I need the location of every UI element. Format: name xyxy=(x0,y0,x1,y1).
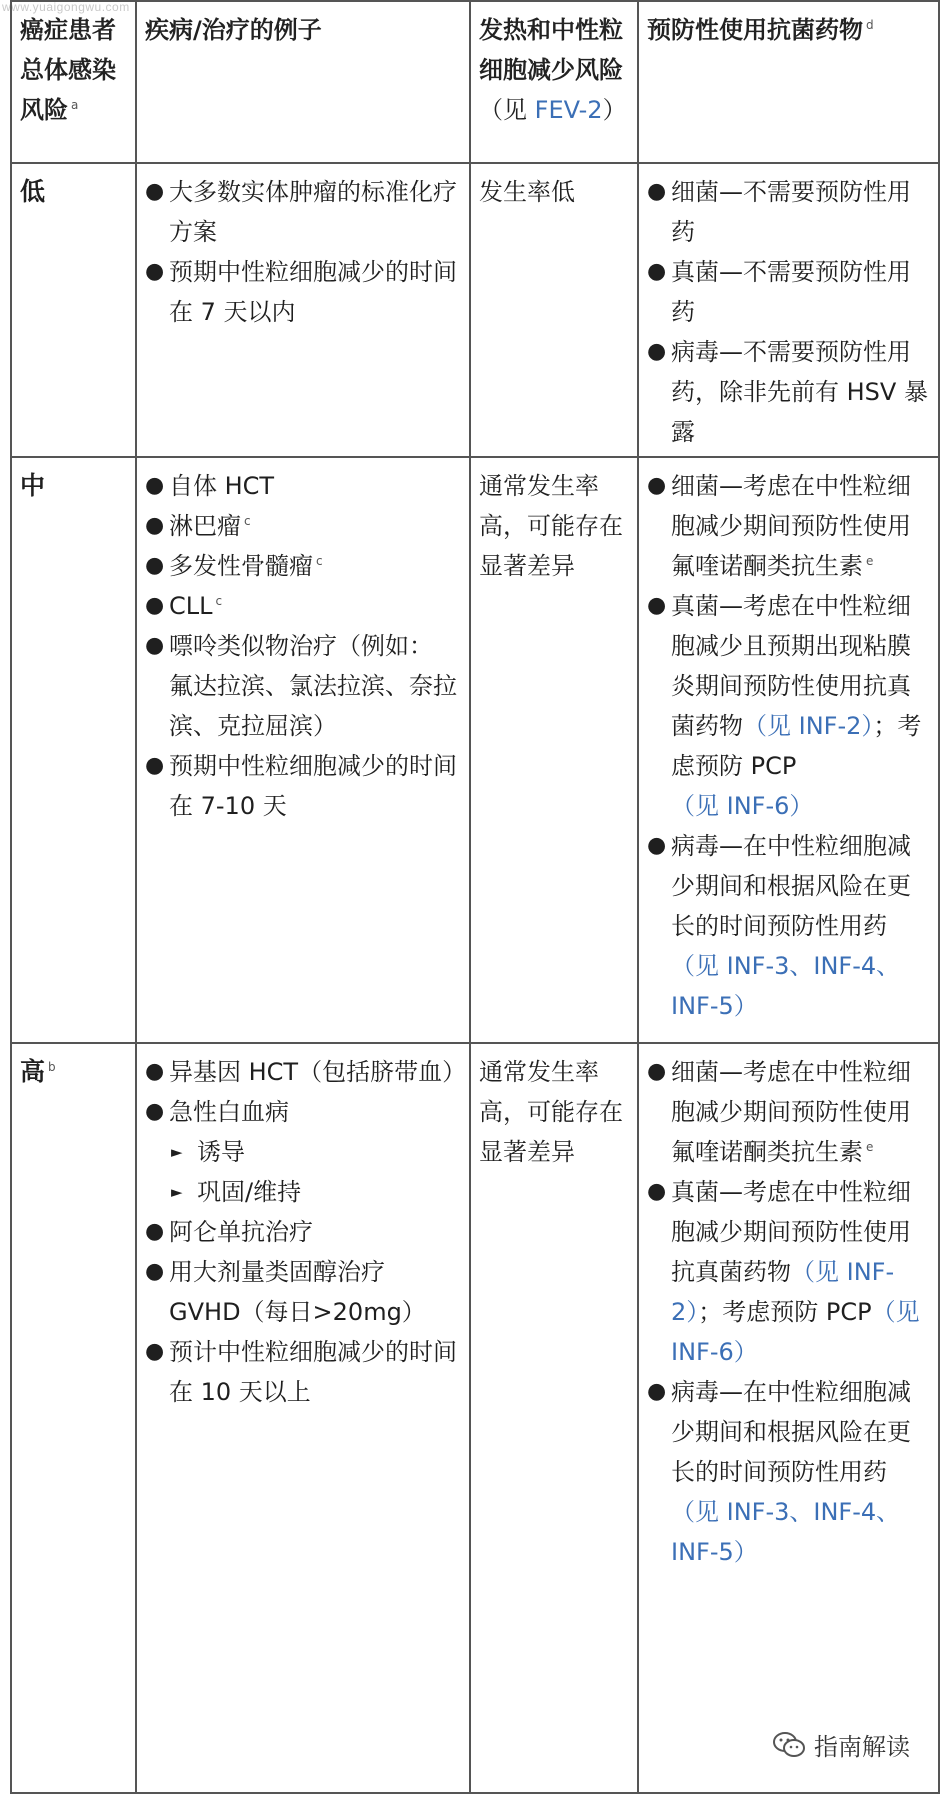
risk-row-medium xyxy=(11,457,939,1043)
list-item: ● 真菌—考虑在中性粒细胞减少且预期出现粘膜炎期间预防性使用抗真菌药物（见 INF-2）；考虑预防 PCP（见 INF-6） xyxy=(647,586,930,826)
list-item: ● 病毒—在中性粒细胞减少期间和根据风险在更长的时间预防性用药（见 INF-3、INF-4、INF-5） xyxy=(647,1372,930,1572)
list-item: ● 多发性骨髓瘤 $^c$ xyxy=(145,546,461,586)
risk-level: 低 xyxy=(11,163,136,457)
risk-row-low xyxy=(11,163,939,457)
header-examples: 疾病/治疗的例子 xyxy=(136,1,470,163)
prophylaxis-cell xyxy=(638,163,939,457)
header-row xyxy=(11,1,939,163)
prophylaxis-cell xyxy=(638,457,939,1043)
inf-2-link[interactable]: （见 INF-2） xyxy=(743,712,874,740)
footnote-mark: b xyxy=(48,1060,56,1074)
list-item: ● 预计中性粒细胞减少的时间在 10 天以上 xyxy=(145,1332,461,1412)
prophylaxis-cell xyxy=(638,1043,939,1793)
list-item: ● 急性白血病 xyxy=(145,1092,461,1132)
fever-risk-cell: 通常发生率高，可能存在显著差异 xyxy=(470,1043,638,1793)
fever-risk-cell: 通常发生率高，可能存在显著差异 xyxy=(470,457,638,1043)
inf-3-5-link[interactable]: （见 INF-3、INF-4、INF-5） xyxy=(671,952,901,1020)
account-name: 指南解读 xyxy=(814,1733,910,1761)
examples-cell xyxy=(136,457,470,1043)
inf-6-link[interactable]: （见 INF-6） xyxy=(671,792,814,820)
list-item: ● 自体 HCT xyxy=(145,466,461,506)
list-item: ● 病毒—在中性粒细胞减少期间和根据风险在更长的时间预防性用药（见 INF-3、INF-4、INF-5） xyxy=(647,826,930,1026)
inf-3-5-link[interactable]: （见 INF-3、INF-4、INF-5） xyxy=(671,1498,901,1566)
inf-2-link[interactable]: （见 INF-2） xyxy=(671,1258,895,1326)
footnote-mark: c xyxy=(244,514,251,528)
list-item: ● 细菌—不需要预防性用药 xyxy=(647,172,930,252)
list-item: ● 阿仑单抗治疗 xyxy=(145,1212,461,1252)
list-item: ● 嘌呤类似物治疗（例如： xyxy=(145,626,461,666)
risk-row-high xyxy=(11,1043,939,1793)
examples-cell xyxy=(136,1043,470,1793)
list-item: ● 淋巴瘤 $^c$ xyxy=(145,506,461,546)
list-subitem: 氟达拉滨、氯法拉滨、奈拉滨、克拉屈滨） xyxy=(169,672,457,740)
risk-level: 高 $^b$ xyxy=(11,1043,136,1793)
footnote-mark: c xyxy=(215,594,223,608)
inf-6-link[interactable]: （见 INF-6） xyxy=(671,1298,920,1366)
wechat-icon xyxy=(772,1731,806,1759)
list-subitem: ► 诱导 xyxy=(145,1132,461,1172)
fever-risk-cell: 发生率低 xyxy=(470,163,638,457)
examples-cell xyxy=(136,163,470,457)
list-item: ● 细菌—考虑在中性粒细胞减少期间预防性使用氟喹诺酮类抗生素 $^e$ xyxy=(647,466,930,586)
header-prophylaxis: 预防性使用抗菌药物 $^d$ xyxy=(638,1,939,163)
list-item: ● 用大剂量类固醇治疗 GVHD（每日>20mg） xyxy=(145,1252,461,1332)
list-item: ● CLL $^c$ xyxy=(145,586,461,626)
header-fever-risk: 发热和中性粒细胞减少风险 （见 FEV-2） xyxy=(470,1,638,163)
list-item: ● 异基因 HCT（包括脐带血） xyxy=(145,1052,461,1092)
list-item: ● 真菌—不需要预防性用药 xyxy=(647,252,930,332)
footnote-mark: d xyxy=(866,18,874,32)
site-watermark: www.yuaigongwu.com xyxy=(2,0,130,14)
footnote-mark: e xyxy=(866,554,874,568)
header-overall-risk: 癌症患者总体感染风险 $^a$ xyxy=(11,1,136,163)
footnote-mark: c xyxy=(316,554,323,568)
footnote-mark: e xyxy=(866,1140,874,1154)
fev-2-link[interactable]: FEV-2 xyxy=(534,96,603,124)
list-item: ● 真菌—考虑在中性粒细胞减少期间预防性使用抗真菌药物（见 INF-2）；考虑预防 PCP（见 INF-6） xyxy=(647,1172,930,1372)
list-item: ● 大多数实体肿瘤的标准化疗方案 xyxy=(145,172,461,252)
infection-risk-table xyxy=(10,0,940,1794)
account-watermark xyxy=(766,1725,916,1764)
footnote-mark: a xyxy=(71,98,79,112)
list-item: ● 预期中性粒细胞减少的时间在 7-10 天 xyxy=(145,746,461,826)
risk-level: 中 xyxy=(11,457,136,1043)
list-subitem: ► 巩固/维持 xyxy=(145,1172,461,1212)
list-item: ● 细菌—考虑在中性粒细胞减少期间预防性使用氟喹诺酮类抗生素 $^e$ xyxy=(647,1052,930,1172)
list-item: ● 病毒—不需要预防性用药，除非先前有 HSV 暴露 xyxy=(647,332,930,452)
list-item: ● 预期中性粒细胞减少的时间在 7 天以内 xyxy=(145,252,461,332)
